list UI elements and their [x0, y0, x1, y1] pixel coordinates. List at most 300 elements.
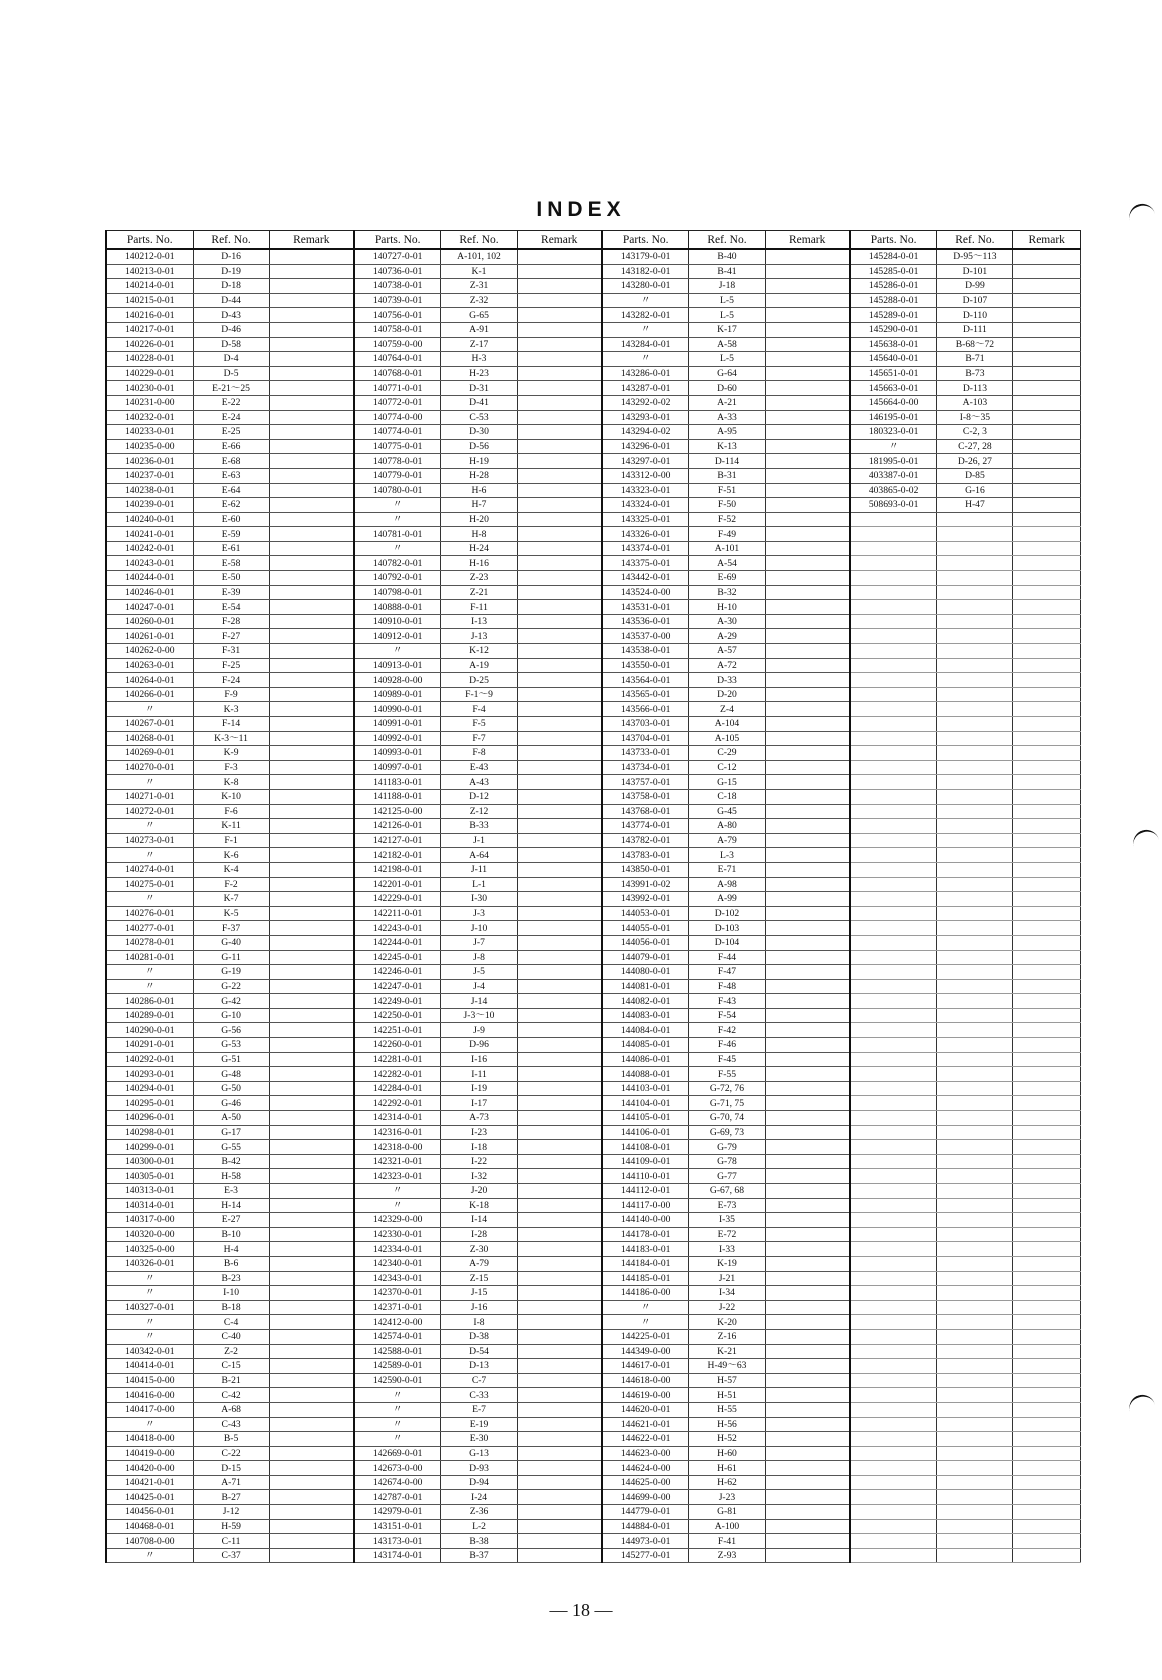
ref-no-cell: A-33: [689, 410, 765, 425]
ref-no-cell: E-64: [193, 483, 269, 498]
header-remark: Remark: [517, 231, 602, 250]
table-row: [106, 1359, 1081, 1374]
ref-no-cell: K-1: [441, 264, 517, 279]
parts-no-cell: 142673-0-00: [354, 1461, 441, 1476]
ref-no-cell: H-7: [441, 498, 517, 513]
ref-no-cell: [937, 1402, 1013, 1417]
remark-cell: [1013, 1198, 1081, 1213]
remark-cell: [269, 1067, 354, 1082]
header-ref-no: Ref. No.: [937, 231, 1013, 250]
ref-no-cell: H-3: [441, 352, 517, 367]
parts-no-cell: 142251-0-01: [354, 1023, 441, 1038]
parts-no-cell: 140327-0-01: [106, 1300, 193, 1315]
ref-no-cell: F-2: [193, 877, 269, 892]
parts-no-cell: [850, 1286, 937, 1301]
parts-no-cell: [850, 921, 937, 936]
remark-cell: [269, 322, 354, 337]
remark-cell: [765, 614, 850, 629]
ref-no-cell: E-19: [441, 1417, 517, 1432]
remark-cell: [517, 1111, 602, 1126]
remark-cell: [269, 293, 354, 308]
remark-cell: [517, 1008, 602, 1023]
ref-no-cell: F-25: [193, 658, 269, 673]
remark-cell: [765, 439, 850, 454]
ref-no-cell: [937, 848, 1013, 863]
table-row: [106, 498, 1081, 513]
ref-no-cell: D-110: [937, 308, 1013, 323]
table-row: [106, 1096, 1081, 1111]
table-row: [106, 1475, 1081, 1490]
ref-no-cell: [937, 1038, 1013, 1053]
remark-cell: [1013, 1023, 1081, 1038]
remark-cell: [1013, 352, 1081, 367]
ref-no-cell: K-3～11: [193, 731, 269, 746]
parts-no-cell: 142314-0-01: [354, 1111, 441, 1126]
parts-no-cell: 508693-0-01: [850, 498, 937, 513]
parts-no-cell: [850, 644, 937, 659]
ref-no-cell: [937, 906, 1013, 921]
ref-no-cell: G-65: [441, 308, 517, 323]
remark-cell: [517, 1548, 602, 1563]
ref-no-cell: D-107: [937, 293, 1013, 308]
parts-no-cell: 140228-0-01: [106, 352, 193, 367]
remark-cell: [765, 1111, 850, 1126]
remark-cell: [1013, 717, 1081, 732]
ref-no-cell: [937, 1096, 1013, 1111]
ref-no-cell: [937, 614, 1013, 629]
remark-cell: [1013, 1286, 1081, 1301]
binding-mark-icon: [1126, 1392, 1155, 1414]
ref-no-cell: F-47: [689, 965, 765, 980]
remark-cell: [765, 1038, 850, 1053]
ref-no-cell: F-49: [689, 527, 765, 542]
ref-no-cell: D-18: [193, 279, 269, 294]
ref-no-cell: [937, 541, 1013, 556]
table-row: [106, 585, 1081, 600]
parts-no-cell: 140241-0-01: [106, 527, 193, 542]
remark-cell: [765, 279, 850, 294]
parts-no-cell: 140236-0-01: [106, 454, 193, 469]
remark-cell: [269, 833, 354, 848]
parts-no-cell: 144178-0-01: [602, 1227, 689, 1242]
ref-no-cell: B-32: [689, 585, 765, 600]
remark-cell: [1013, 1534, 1081, 1549]
remark-cell: [765, 935, 850, 950]
parts-no-cell: 142334-0-01: [354, 1242, 441, 1257]
ref-no-cell: [937, 1505, 1013, 1520]
ref-no-cell: E-59: [193, 527, 269, 542]
header-remark: Remark: [765, 231, 850, 250]
ref-no-cell: I-23: [441, 1125, 517, 1140]
parts-no-cell: [850, 848, 937, 863]
ref-no-cell: F-1: [193, 833, 269, 848]
remark-cell: [765, 1271, 850, 1286]
parts-no-cell: 143282-0-01: [602, 308, 689, 323]
remark-cell: [765, 731, 850, 746]
ref-no-cell: F-5: [441, 717, 517, 732]
header-remark: Remark: [269, 231, 354, 250]
remark-cell: [517, 1475, 602, 1490]
ref-no-cell: C-33: [441, 1388, 517, 1403]
parts-no-cell: [850, 1373, 937, 1388]
remark-cell: [765, 1125, 850, 1140]
remark-cell: [765, 1052, 850, 1067]
parts-no-cell: [850, 717, 937, 732]
parts-no-cell: 144082-0-01: [602, 994, 689, 1009]
parts-no-cell: 142126-0-01: [354, 819, 441, 834]
remark-cell: [269, 585, 354, 600]
parts-no-cell: 〃: [354, 1402, 441, 1417]
parts-no-cell: 145663-0-01: [850, 381, 937, 396]
ref-no-cell: Z-31: [441, 279, 517, 294]
ref-no-cell: [937, 1081, 1013, 1096]
parts-no-cell: 140314-0-01: [106, 1198, 193, 1213]
ref-no-cell: B-38: [441, 1534, 517, 1549]
ref-no-cell: G-10: [193, 1008, 269, 1023]
table-row: [106, 1169, 1081, 1184]
remark-cell: [765, 381, 850, 396]
parts-no-cell: [850, 1388, 937, 1403]
parts-no-cell: 140989-0-01: [354, 687, 441, 702]
ref-no-cell: D-56: [441, 439, 517, 454]
parts-no-cell: 144088-0-01: [602, 1067, 689, 1082]
remark-cell: [517, 819, 602, 834]
remark-cell: [517, 410, 602, 425]
parts-no-cell: 140272-0-01: [106, 804, 193, 819]
parts-no-cell: [850, 614, 937, 629]
remark-cell: [269, 1490, 354, 1505]
ref-no-cell: C-27, 28: [937, 439, 1013, 454]
remark-cell: [1013, 556, 1081, 571]
parts-no-cell: 144105-0-01: [602, 1111, 689, 1126]
parts-no-cell: [850, 746, 937, 761]
ref-no-cell: F-43: [689, 994, 765, 1009]
parts-no-cell: 140230-0-01: [106, 381, 193, 396]
parts-no-cell: [850, 1081, 937, 1096]
ref-no-cell: I-22: [441, 1154, 517, 1169]
ref-no-cell: C-18: [689, 789, 765, 804]
parts-no-cell: 143768-0-01: [602, 804, 689, 819]
ref-no-cell: D-111: [937, 322, 1013, 337]
remark-cell: [517, 906, 602, 921]
remark-cell: [517, 512, 602, 527]
parts-no-cell: [850, 702, 937, 717]
remark-cell: [269, 1154, 354, 1169]
remark-cell: [765, 1432, 850, 1447]
remark-cell: [1013, 483, 1081, 498]
remark-cell: [765, 1446, 850, 1461]
parts-no-cell: 〃: [106, 979, 193, 994]
ref-no-cell: [937, 1111, 1013, 1126]
ref-no-cell: [937, 1519, 1013, 1534]
parts-no-cell: [850, 1008, 937, 1023]
ref-no-cell: C-29: [689, 746, 765, 761]
header-parts-no: Parts. No.: [602, 231, 689, 250]
ref-no-cell: G-71, 75: [689, 1096, 765, 1111]
table-row: [106, 789, 1081, 804]
ref-no-cell: B-41: [689, 264, 765, 279]
remark-cell: [517, 1052, 602, 1067]
remark-cell: [765, 1548, 850, 1563]
header-parts-no: Parts. No.: [106, 231, 193, 250]
ref-no-cell: Z-16: [689, 1329, 765, 1344]
ref-no-cell: J-18: [689, 279, 765, 294]
parts-no-cell: 145289-0-01: [850, 308, 937, 323]
parts-no-cell: 403387-0-01: [850, 468, 937, 483]
remark-cell: [765, 1213, 850, 1228]
table-row: [106, 1446, 1081, 1461]
ref-no-cell: F-52: [689, 512, 765, 527]
parts-no-cell: 144624-0-00: [602, 1461, 689, 1476]
remark-cell: [1013, 1461, 1081, 1476]
remark-cell: [1013, 395, 1081, 410]
ref-no-cell: H-28: [441, 468, 517, 483]
parts-no-cell: 142292-0-01: [354, 1096, 441, 1111]
table-row: [106, 1140, 1081, 1155]
table-row: [106, 1081, 1081, 1096]
parts-no-cell: 140456-0-01: [106, 1505, 193, 1520]
remark-cell: [765, 1359, 850, 1374]
parts-no-cell: 143783-0-01: [602, 848, 689, 863]
parts-no-cell: 140928-0-00: [354, 673, 441, 688]
ref-no-cell: B-6: [193, 1256, 269, 1271]
ref-no-cell: Z-21: [441, 585, 517, 600]
ref-no-cell: A-99: [689, 892, 765, 907]
remark-cell: [1013, 1169, 1081, 1184]
remark-cell: [517, 1329, 602, 1344]
ref-no-cell: [937, 1169, 1013, 1184]
ref-no-cell: J-23: [689, 1490, 765, 1505]
remark-cell: [1013, 454, 1081, 469]
parts-no-cell: 140242-0-01: [106, 541, 193, 556]
ref-no-cell: H-16: [441, 556, 517, 571]
parts-no-cell: 142260-0-01: [354, 1038, 441, 1053]
remark-cell: [1013, 1475, 1081, 1490]
remark-cell: [517, 1227, 602, 1242]
remark-cell: [269, 1519, 354, 1534]
remark-cell: [517, 468, 602, 483]
ref-no-cell: H-61: [689, 1461, 765, 1476]
parts-no-cell: 140298-0-01: [106, 1125, 193, 1140]
parts-no-cell: 144625-0-00: [602, 1475, 689, 1490]
parts-no-cell: 140239-0-01: [106, 498, 193, 513]
remark-cell: [269, 571, 354, 586]
ref-no-cell: I-8: [441, 1315, 517, 1330]
table-row: [106, 337, 1081, 352]
parts-no-cell: 140708-0-00: [106, 1534, 193, 1549]
remark-cell: [765, 322, 850, 337]
ref-no-cell: [937, 658, 1013, 673]
parts-no-cell: 143782-0-01: [602, 833, 689, 848]
table-row: [106, 1154, 1081, 1169]
table-row: [106, 1402, 1081, 1417]
parts-no-cell: 140325-0-00: [106, 1242, 193, 1257]
remark-cell: [269, 1329, 354, 1344]
ref-no-cell: K-17: [689, 322, 765, 337]
ref-no-cell: J-13: [441, 629, 517, 644]
remark-cell: [517, 877, 602, 892]
parts-no-cell: 140231-0-00: [106, 395, 193, 410]
remark-cell: [517, 381, 602, 396]
parts-no-cell: [850, 1125, 937, 1140]
ref-no-cell: I-24: [441, 1490, 517, 1505]
remark-cell: [1013, 585, 1081, 600]
table-row: [106, 381, 1081, 396]
remark-cell: [765, 1490, 850, 1505]
parts-no-cell: 143442-0-01: [602, 571, 689, 586]
parts-no-cell: 143312-0-00: [602, 468, 689, 483]
ref-no-cell: [937, 935, 1013, 950]
remark-cell: [765, 366, 850, 381]
parts-no-cell: 140781-0-01: [354, 527, 441, 542]
ref-no-cell: [937, 994, 1013, 1009]
ref-no-cell: [937, 950, 1013, 965]
remark-cell: [517, 1067, 602, 1082]
remark-cell: [1013, 789, 1081, 804]
ref-no-cell: A-54: [689, 556, 765, 571]
remark-cell: [517, 249, 602, 264]
ref-no-cell: I-33: [689, 1242, 765, 1257]
ref-no-cell: B-73: [937, 366, 1013, 381]
parts-no-cell: 145285-0-01: [850, 264, 937, 279]
parts-no-cell: [850, 775, 937, 790]
remark-cell: [517, 965, 602, 980]
ref-no-cell: D-85: [937, 468, 1013, 483]
remark-cell: [765, 819, 850, 834]
remark-cell: [1013, 1432, 1081, 1447]
remark-cell: [765, 1373, 850, 1388]
ref-no-cell: [937, 1329, 1013, 1344]
parts-no-cell: 140759-0-00: [354, 337, 441, 352]
ref-no-cell: D-104: [689, 935, 765, 950]
table-row: [106, 308, 1081, 323]
parts-no-cell: 〃: [354, 541, 441, 556]
index-table: [105, 230, 1081, 1563]
remark-cell: [517, 1038, 602, 1053]
ref-no-cell: B-31: [689, 468, 765, 483]
ref-no-cell: F-46: [689, 1038, 765, 1053]
ref-no-cell: G-46: [193, 1096, 269, 1111]
parts-no-cell: 140313-0-01: [106, 1184, 193, 1199]
ref-no-cell: F-3: [193, 760, 269, 775]
ref-no-cell: A-101, 102: [441, 249, 517, 264]
ref-no-cell: I-14: [441, 1213, 517, 1228]
ref-no-cell: K-12: [441, 644, 517, 659]
table-row: [106, 877, 1081, 892]
remark-cell: [765, 1081, 850, 1096]
remark-cell: [765, 950, 850, 965]
remark-cell: [269, 921, 354, 936]
parts-no-cell: 144104-0-01: [602, 1096, 689, 1111]
parts-no-cell: 144055-0-01: [602, 921, 689, 936]
remark-cell: [1013, 1067, 1081, 1082]
parts-no-cell: [850, 979, 937, 994]
parts-no-cell: [850, 833, 937, 848]
parts-no-cell: 144084-0-01: [602, 1023, 689, 1038]
parts-no-cell: 143323-0-01: [602, 483, 689, 498]
ref-no-cell: F-27: [193, 629, 269, 644]
remark-cell: [1013, 687, 1081, 702]
remark-cell: [269, 819, 354, 834]
ref-no-cell: J-3: [441, 906, 517, 921]
ref-no-cell: D-19: [193, 264, 269, 279]
ref-no-cell: E-50: [193, 571, 269, 586]
ref-no-cell: L-5: [689, 352, 765, 367]
parts-no-cell: 142370-0-01: [354, 1286, 441, 1301]
table-row: [106, 1548, 1081, 1563]
parts-no-cell: 144112-0-01: [602, 1184, 689, 1199]
ref-no-cell: [937, 556, 1013, 571]
parts-no-cell: 143850-0-01: [602, 862, 689, 877]
ref-no-cell: [937, 1140, 1013, 1155]
remark-cell: [517, 366, 602, 381]
parts-no-cell: 143297-0-01: [602, 454, 689, 469]
ref-no-cell: I-18: [441, 1140, 517, 1155]
parts-no-cell: 140419-0-00: [106, 1446, 193, 1461]
ref-no-cell: G-19: [193, 965, 269, 980]
ref-no-cell: A-103: [937, 395, 1013, 410]
ref-no-cell: [937, 1490, 1013, 1505]
table-row: [106, 1534, 1081, 1549]
ref-no-cell: H-24: [441, 541, 517, 556]
ref-no-cell: H-57: [689, 1373, 765, 1388]
parts-no-cell: 144056-0-01: [602, 935, 689, 950]
parts-no-cell: 〃: [106, 1315, 193, 1330]
remark-cell: [517, 717, 602, 732]
remark-cell: [517, 1256, 602, 1271]
remark-cell: [765, 746, 850, 761]
remark-cell: [269, 249, 354, 264]
parts-no-cell: 144083-0-01: [602, 1008, 689, 1023]
remark-cell: [1013, 1519, 1081, 1534]
ref-no-cell: B-37: [441, 1548, 517, 1563]
ref-no-cell: [937, 862, 1013, 877]
ref-no-cell: G-72, 76: [689, 1081, 765, 1096]
ref-no-cell: Z-12: [441, 804, 517, 819]
parts-no-cell: 142674-0-00: [354, 1475, 441, 1490]
remark-cell: [269, 1242, 354, 1257]
table-row: [106, 1213, 1081, 1228]
table-row: [106, 249, 1081, 264]
table-row: [106, 1461, 1081, 1476]
remark-cell: [517, 293, 602, 308]
parts-no-cell: 142979-0-01: [354, 1505, 441, 1520]
parts-no-cell: [850, 512, 937, 527]
ref-no-cell: C-15: [193, 1359, 269, 1374]
ref-no-cell: K-19: [689, 1256, 765, 1271]
ref-no-cell: L-2: [441, 1519, 517, 1534]
parts-no-cell: 〃: [106, 1286, 193, 1301]
parts-no-cell: 140798-0-01: [354, 585, 441, 600]
ref-no-cell: B-18: [193, 1300, 269, 1315]
remark-cell: [1013, 1140, 1081, 1155]
remark-cell: [765, 1300, 850, 1315]
remark-cell: [269, 1417, 354, 1432]
remark-cell: [269, 994, 354, 1009]
ref-no-cell: [937, 1344, 1013, 1359]
remark-cell: [765, 1067, 850, 1082]
remark-cell: [1013, 1038, 1081, 1053]
ref-no-cell: F-42: [689, 1023, 765, 1038]
remark-cell: [269, 1300, 354, 1315]
ref-no-cell: [937, 673, 1013, 688]
parts-no-cell: [850, 1534, 937, 1549]
remark-cell: [517, 1490, 602, 1505]
parts-no-cell: 140296-0-01: [106, 1111, 193, 1126]
parts-no-cell: 140425-0-01: [106, 1490, 193, 1505]
ref-no-cell: E-7: [441, 1402, 517, 1417]
remark-cell: [517, 425, 602, 440]
